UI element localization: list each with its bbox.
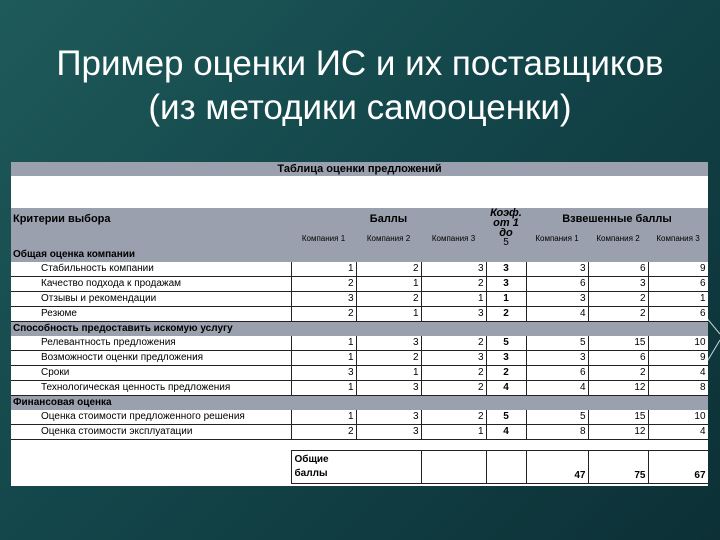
- totals-label: Общие баллы: [291, 451, 421, 484]
- score-cell: 3: [421, 262, 486, 277]
- criterion-cell: Технологическая ценность предложения: [11, 381, 291, 396]
- coef-cell: 2: [486, 307, 526, 322]
- header-row: [11, 208, 708, 229]
- score-cell: 2: [356, 292, 421, 307]
- criterion-cell: Оценка стоимости предложенного решения: [11, 410, 291, 425]
- score-cell: 3: [421, 307, 486, 322]
- criterion-cell: Сроки: [11, 366, 291, 381]
- criterion-cell: Качество подхода к продажам: [11, 277, 291, 292]
- table-row: [11, 410, 708, 425]
- scores-header: Баллы: [291, 208, 486, 229]
- section-row: [11, 396, 708, 411]
- weighted-cell: 3: [526, 262, 588, 277]
- score-cell: 2: [291, 277, 356, 292]
- coef-cell: 5: [486, 336, 526, 351]
- weighted-cell: 15: [588, 410, 648, 425]
- coef-cell: 3: [486, 351, 526, 366]
- score-cell: 1: [356, 307, 421, 322]
- criterion-cell: Отзывы и рекомендации: [11, 292, 291, 307]
- score-cell: 3: [356, 336, 421, 351]
- weighted-cell: 3: [588, 277, 648, 292]
- total-company-2: 75: [588, 451, 648, 484]
- weighted-cell: 4: [648, 425, 708, 440]
- company-header-row: [11, 229, 708, 248]
- weighted-company-2-header: Компания 2: [588, 229, 648, 248]
- weighted-cell: 6: [526, 277, 588, 292]
- score-cell: 3: [421, 351, 486, 366]
- criterion-cell: Возможности оценки предложения: [11, 351, 291, 366]
- coef-cell: 2: [486, 366, 526, 381]
- weighted-cell: 12: [588, 425, 648, 440]
- weighted-cell: 2: [588, 307, 648, 322]
- slide-title: [0, 42, 720, 130]
- weighted-cell: 12: [588, 381, 648, 396]
- criterion-cell: Стабильность компании: [11, 262, 291, 277]
- total-company-1: 47: [526, 451, 588, 484]
- evaluation-table-sheet: [11, 162, 708, 486]
- total-company-3: 67: [648, 451, 708, 484]
- score-cell: 3: [356, 425, 421, 440]
- score-cell: 2: [421, 381, 486, 396]
- weighted-cell: 10: [648, 336, 708, 351]
- weighted-company-3-header: Компания 3: [648, 229, 708, 248]
- weighted-cell: 15: [588, 336, 648, 351]
- score-cell: 1: [421, 292, 486, 307]
- score-cell: 3: [291, 292, 356, 307]
- weighted-cell: 3: [526, 292, 588, 307]
- coef-cell: 5: [486, 410, 526, 425]
- company-3-header: Компания 3: [421, 229, 486, 248]
- criterion-cell: Резюме: [11, 307, 291, 322]
- evaluation-table: [11, 162, 708, 484]
- score-cell: 2: [421, 366, 486, 381]
- weighted-cell: 8: [648, 381, 708, 396]
- weighted-cell: 4: [526, 307, 588, 322]
- table-row: [11, 366, 708, 381]
- score-cell: 1: [291, 262, 356, 277]
- weighted-company-1-header: Компания 1: [526, 229, 588, 248]
- table-row: [11, 307, 708, 322]
- weighted-cell: 3: [526, 351, 588, 366]
- score-cell: 3: [291, 366, 356, 381]
- score-cell: 2: [291, 425, 356, 440]
- weighted-cell: 6: [648, 307, 708, 322]
- weighted-header: Взвешенные баллы: [526, 208, 708, 229]
- weighted-cell: 8: [526, 425, 588, 440]
- company-1-header: Компания 1: [291, 229, 356, 248]
- score-cell: 2: [356, 262, 421, 277]
- company-2-header: Компания 2: [356, 229, 421, 248]
- weighted-cell: 2: [588, 292, 648, 307]
- weighted-cell: 6: [648, 277, 708, 292]
- table-row: [11, 381, 708, 396]
- score-cell: 2: [421, 277, 486, 292]
- coef-cell: 4: [486, 425, 526, 440]
- score-cell: 1: [291, 336, 356, 351]
- score-cell: 3: [356, 410, 421, 425]
- table-title: Таблица оценки предложений: [11, 162, 708, 176]
- table-title-row: [11, 162, 708, 176]
- score-cell: 2: [421, 410, 486, 425]
- score-cell: 2: [421, 336, 486, 351]
- criterion-cell: Оценка стоимости эксплуатации: [11, 425, 291, 440]
- score-cell: 1: [291, 381, 356, 396]
- section-row: [11, 322, 708, 337]
- section-title: Финансовая оценка: [11, 396, 708, 411]
- coef-cell: 3: [486, 262, 526, 277]
- totals-row: [11, 451, 708, 484]
- section-title: Общая оценка компании: [11, 248, 708, 262]
- weighted-cell: 1: [648, 292, 708, 307]
- table-row: [11, 262, 708, 277]
- table-row: [11, 351, 708, 366]
- score-cell: 1: [291, 351, 356, 366]
- table-row: [11, 292, 708, 307]
- weighted-cell: 6: [588, 262, 648, 277]
- section-row: [11, 248, 708, 262]
- table-row: [11, 336, 708, 351]
- criterion-cell: Релевантность предложения: [11, 336, 291, 351]
- score-cell: 1: [421, 425, 486, 440]
- weighted-cell: 5: [526, 410, 588, 425]
- score-cell: 1: [356, 366, 421, 381]
- weighted-cell: 2: [588, 366, 648, 381]
- weighted-cell: 9: [648, 262, 708, 277]
- weighted-cell: 6: [588, 351, 648, 366]
- weighted-cell: 4: [526, 381, 588, 396]
- section-title: Способность предоставить искомую услугу: [11, 322, 708, 337]
- weighted-cell: 10: [648, 410, 708, 425]
- weighted-cell: 6: [526, 366, 588, 381]
- coef-cell: 3: [486, 277, 526, 292]
- table-row: [11, 425, 708, 440]
- score-cell: 3: [356, 381, 421, 396]
- coef-cell: 4: [486, 381, 526, 396]
- score-cell: 1: [356, 277, 421, 292]
- weighted-cell: 5: [526, 336, 588, 351]
- coef-cell: 1: [486, 292, 526, 307]
- score-cell: 1: [291, 410, 356, 425]
- slide-title-line-1: Пример оценки ИС и их поставщиков: [56, 44, 664, 83]
- table-row: [11, 277, 708, 292]
- coef-header: Коэф. от 1 до 5: [486, 208, 526, 248]
- weighted-cell: 9: [648, 351, 708, 366]
- slide-title-line-2: (из методики самооценки): [148, 88, 572, 127]
- score-cell: 2: [356, 351, 421, 366]
- weighted-cell: 4: [648, 366, 708, 381]
- criteria-header: Критерии выбора: [11, 208, 291, 229]
- score-cell: 2: [291, 307, 356, 322]
